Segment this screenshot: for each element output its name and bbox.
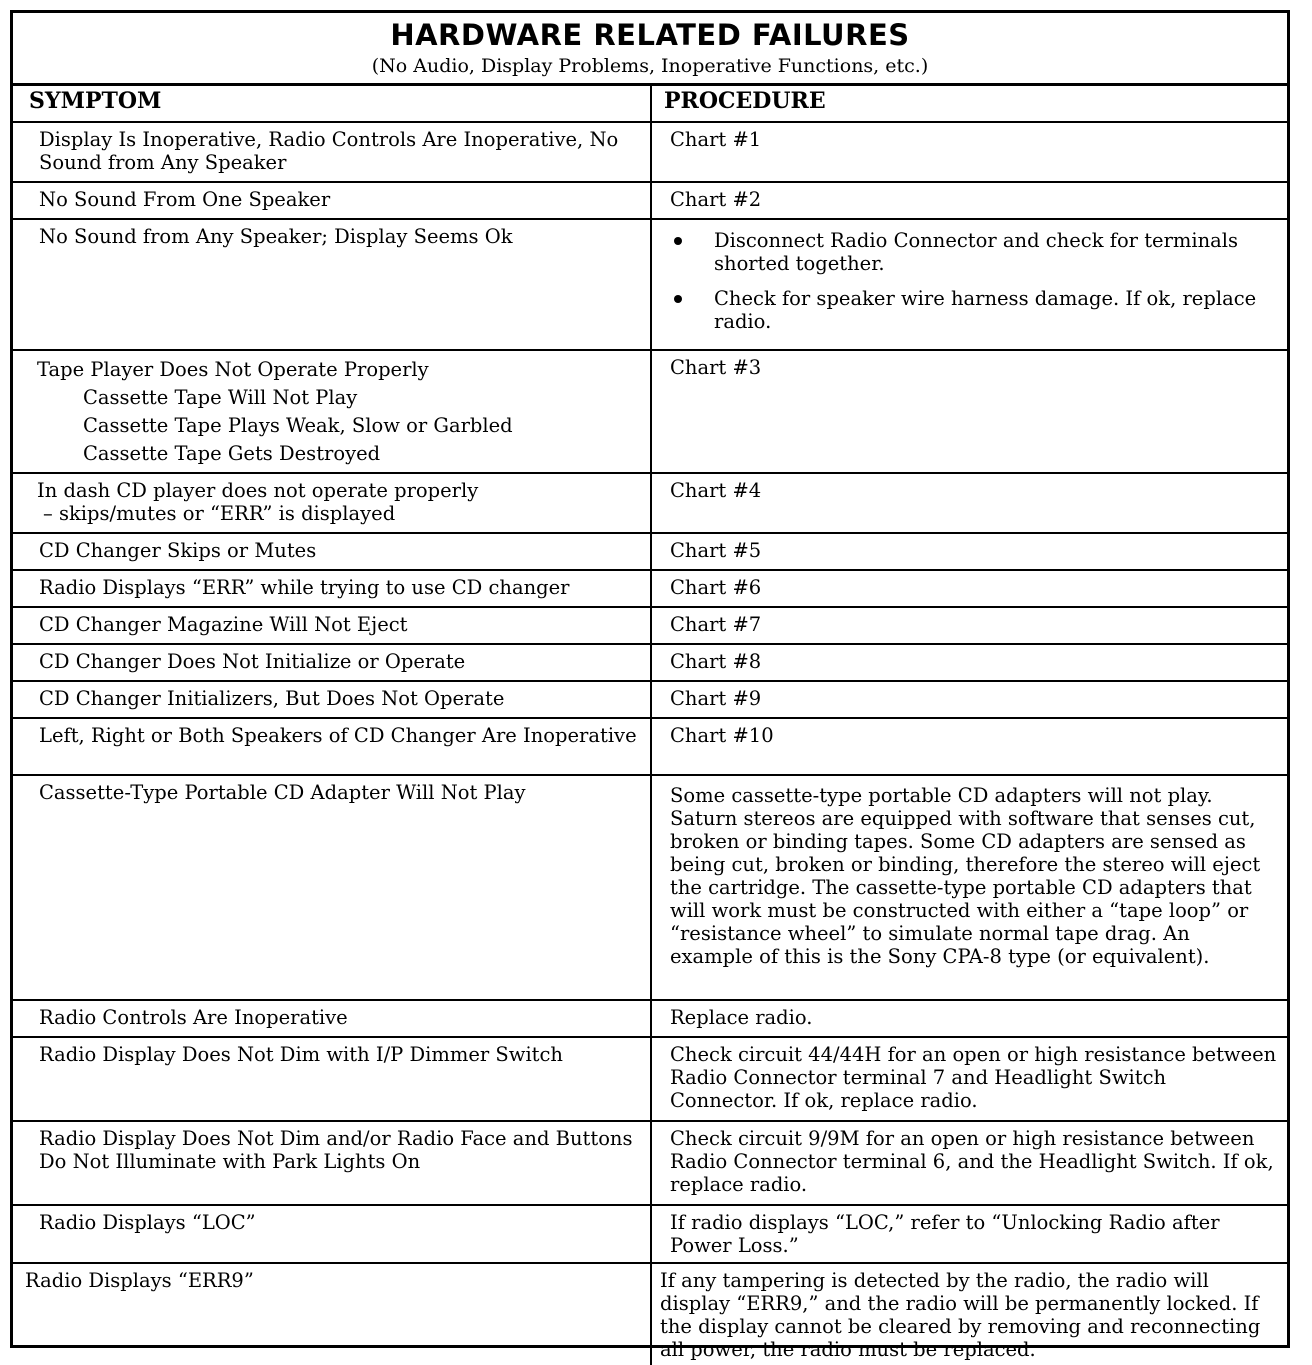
sub-symptom: Cassette Tape Gets Destroyed <box>83 442 381 465</box>
table-row <box>13 182 1287 219</box>
symptom-cell: CD Changer Magazine Will Not Eject <box>13 607 651 644</box>
procedure-cell: Chart #10 <box>651 718 1287 775</box>
page-subtitle: (No Audio, Display Problems, Inoperative Functions, etc.) <box>371 55 929 77</box>
symptom-cell: CD Changer Initializers, But Does Not Operate <box>13 681 651 718</box>
symptom-cell: Radio Display Does Not Dim and/or Radio Face and Buttons Do Not Illuminate with Park Lights On <box>13 1121 651 1205</box>
table-row <box>13 533 1287 570</box>
procedure-cell <box>651 219 1287 350</box>
procedure-cell: Chart #2 <box>651 182 1287 219</box>
procedure-bullet: Disconnect Radio Connector and check for terminals shorted together. <box>670 229 1277 275</box>
procedure-bullet-list <box>670 229 1277 333</box>
table-row <box>13 1121 1287 1205</box>
table-row <box>13 1037 1287 1121</box>
symptom-column-header: SYMPTOM <box>13 86 651 122</box>
procedure-cell: Replace radio. <box>651 1000 1287 1037</box>
symptom-cell: No Sound from Any Speaker; Display Seems Ok <box>13 219 651 350</box>
table-row <box>13 570 1287 607</box>
table-row <box>13 607 1287 644</box>
procedure-cell: Chart #6 <box>651 570 1287 607</box>
symptom-cell: Radio Displays “LOC” <box>13 1205 651 1263</box>
symptom-cell: Radio Displays “ERR9” <box>13 1263 651 1365</box>
table-row <box>13 718 1287 775</box>
procedure-cell: Chart #4 <box>651 473 1287 533</box>
page-title: HARDWARE RELATED FAILURES <box>390 18 910 52</box>
procedure-cell: Check circuit 9/9M for an open or high resistance between Radio Connector terminal 6, and the Headlight Switch. If ok, replace radio. <box>651 1121 1287 1205</box>
symptom-main: Tape Player Does Not Operate Properly <box>37 358 429 381</box>
procedure-bullet: Check for speaker wire harness damage. If ok, replace radio. <box>670 287 1277 333</box>
table-row <box>13 1205 1287 1263</box>
failures-table <box>13 86 1287 1365</box>
procedure-cell: Chart #7 <box>651 607 1287 644</box>
symptom-cell: CD Changer Does Not Initialize or Operate <box>13 644 651 681</box>
sub-symptom: Cassette Tape Will Not Play <box>83 386 358 409</box>
table-row <box>13 473 1287 533</box>
procedure-cell: Some cassette-type portable CD adapters will not play. Saturn stereos are equipped with software that senses cut, broken or binding tapes. Some CD adapters are sensed as being cut, broken or binding, therefore the stereo will eject the cartridge. The cassette-type portable CD adapters that will work must be constructed with either a “tape loop” or “resistance wheel” to simulate normal tape drag. An example of this is the Sony CPA-8 type (or equivalent). <box>651 775 1287 1000</box>
symptom-cell: Left, Right or Both Speakers of CD Changer Are Inoperative <box>13 718 651 775</box>
failures-table-sheet <box>10 10 1290 1361</box>
symptom-cell <box>13 350 651 473</box>
symptom-cell <box>13 473 651 533</box>
procedure-cell: Check circuit 44/44H for an open or high resistance between Radio Connector terminal 7 and Headlight Switch Connector. If ok, replace radio. <box>651 1037 1287 1121</box>
table-row <box>13 644 1287 681</box>
procedure-cell: Chart #5 <box>651 533 1287 570</box>
table-row <box>13 681 1287 718</box>
title-block <box>13 13 1287 86</box>
header-row <box>13 86 1287 122</box>
symptom-cell: Display Is Inoperative, Radio Controls Are Inoperative, No Sound from Any Speaker <box>13 122 651 182</box>
procedure-cell: Chart #8 <box>651 644 1287 681</box>
table-row <box>13 122 1287 182</box>
symptom-cell: Radio Controls Are Inoperative <box>13 1000 651 1037</box>
procedure-column-header: PROCEDURE <box>651 86 1287 122</box>
procedure-cell: Chart #1 <box>651 122 1287 182</box>
procedure-cell: Chart #3 <box>651 350 1287 473</box>
symptom-main: In dash CD player does not operate properly <box>37 479 479 502</box>
symptom-cell: Cassette-Type Portable CD Adapter Will Not Play <box>13 775 651 1000</box>
symptom-continuation: – skips/mutes or “ERR” is displayed <box>43 502 396 525</box>
procedure-cell: If radio displays “LOC,” refer to “Unlocking Radio after Power Loss.” <box>651 1205 1287 1263</box>
procedure-cell: Chart #9 <box>651 681 1287 718</box>
sub-symptom: Cassette Tape Plays Weak, Slow or Garbled <box>83 414 513 437</box>
procedure-cell: If any tampering is detected by the radio, the radio will display “ERR9,” and the radio will be permanently locked. If the display cannot be cleared by removing and reconnecting all power, the radio must be replaced. <box>651 1263 1287 1365</box>
symptom-cell: Radio Display Does Not Dim with I/P Dimmer Switch <box>13 1037 651 1121</box>
symptom-cell: CD Changer Skips or Mutes <box>13 533 651 570</box>
symptom-cell: Radio Displays “ERR” while trying to use CD changer <box>13 570 651 607</box>
table-row <box>13 219 1287 350</box>
table-row <box>13 775 1287 1000</box>
table-row <box>13 350 1287 473</box>
table-row <box>13 1263 1287 1365</box>
table-row <box>13 1000 1287 1037</box>
symptom-cell: No Sound From One Speaker <box>13 182 651 219</box>
